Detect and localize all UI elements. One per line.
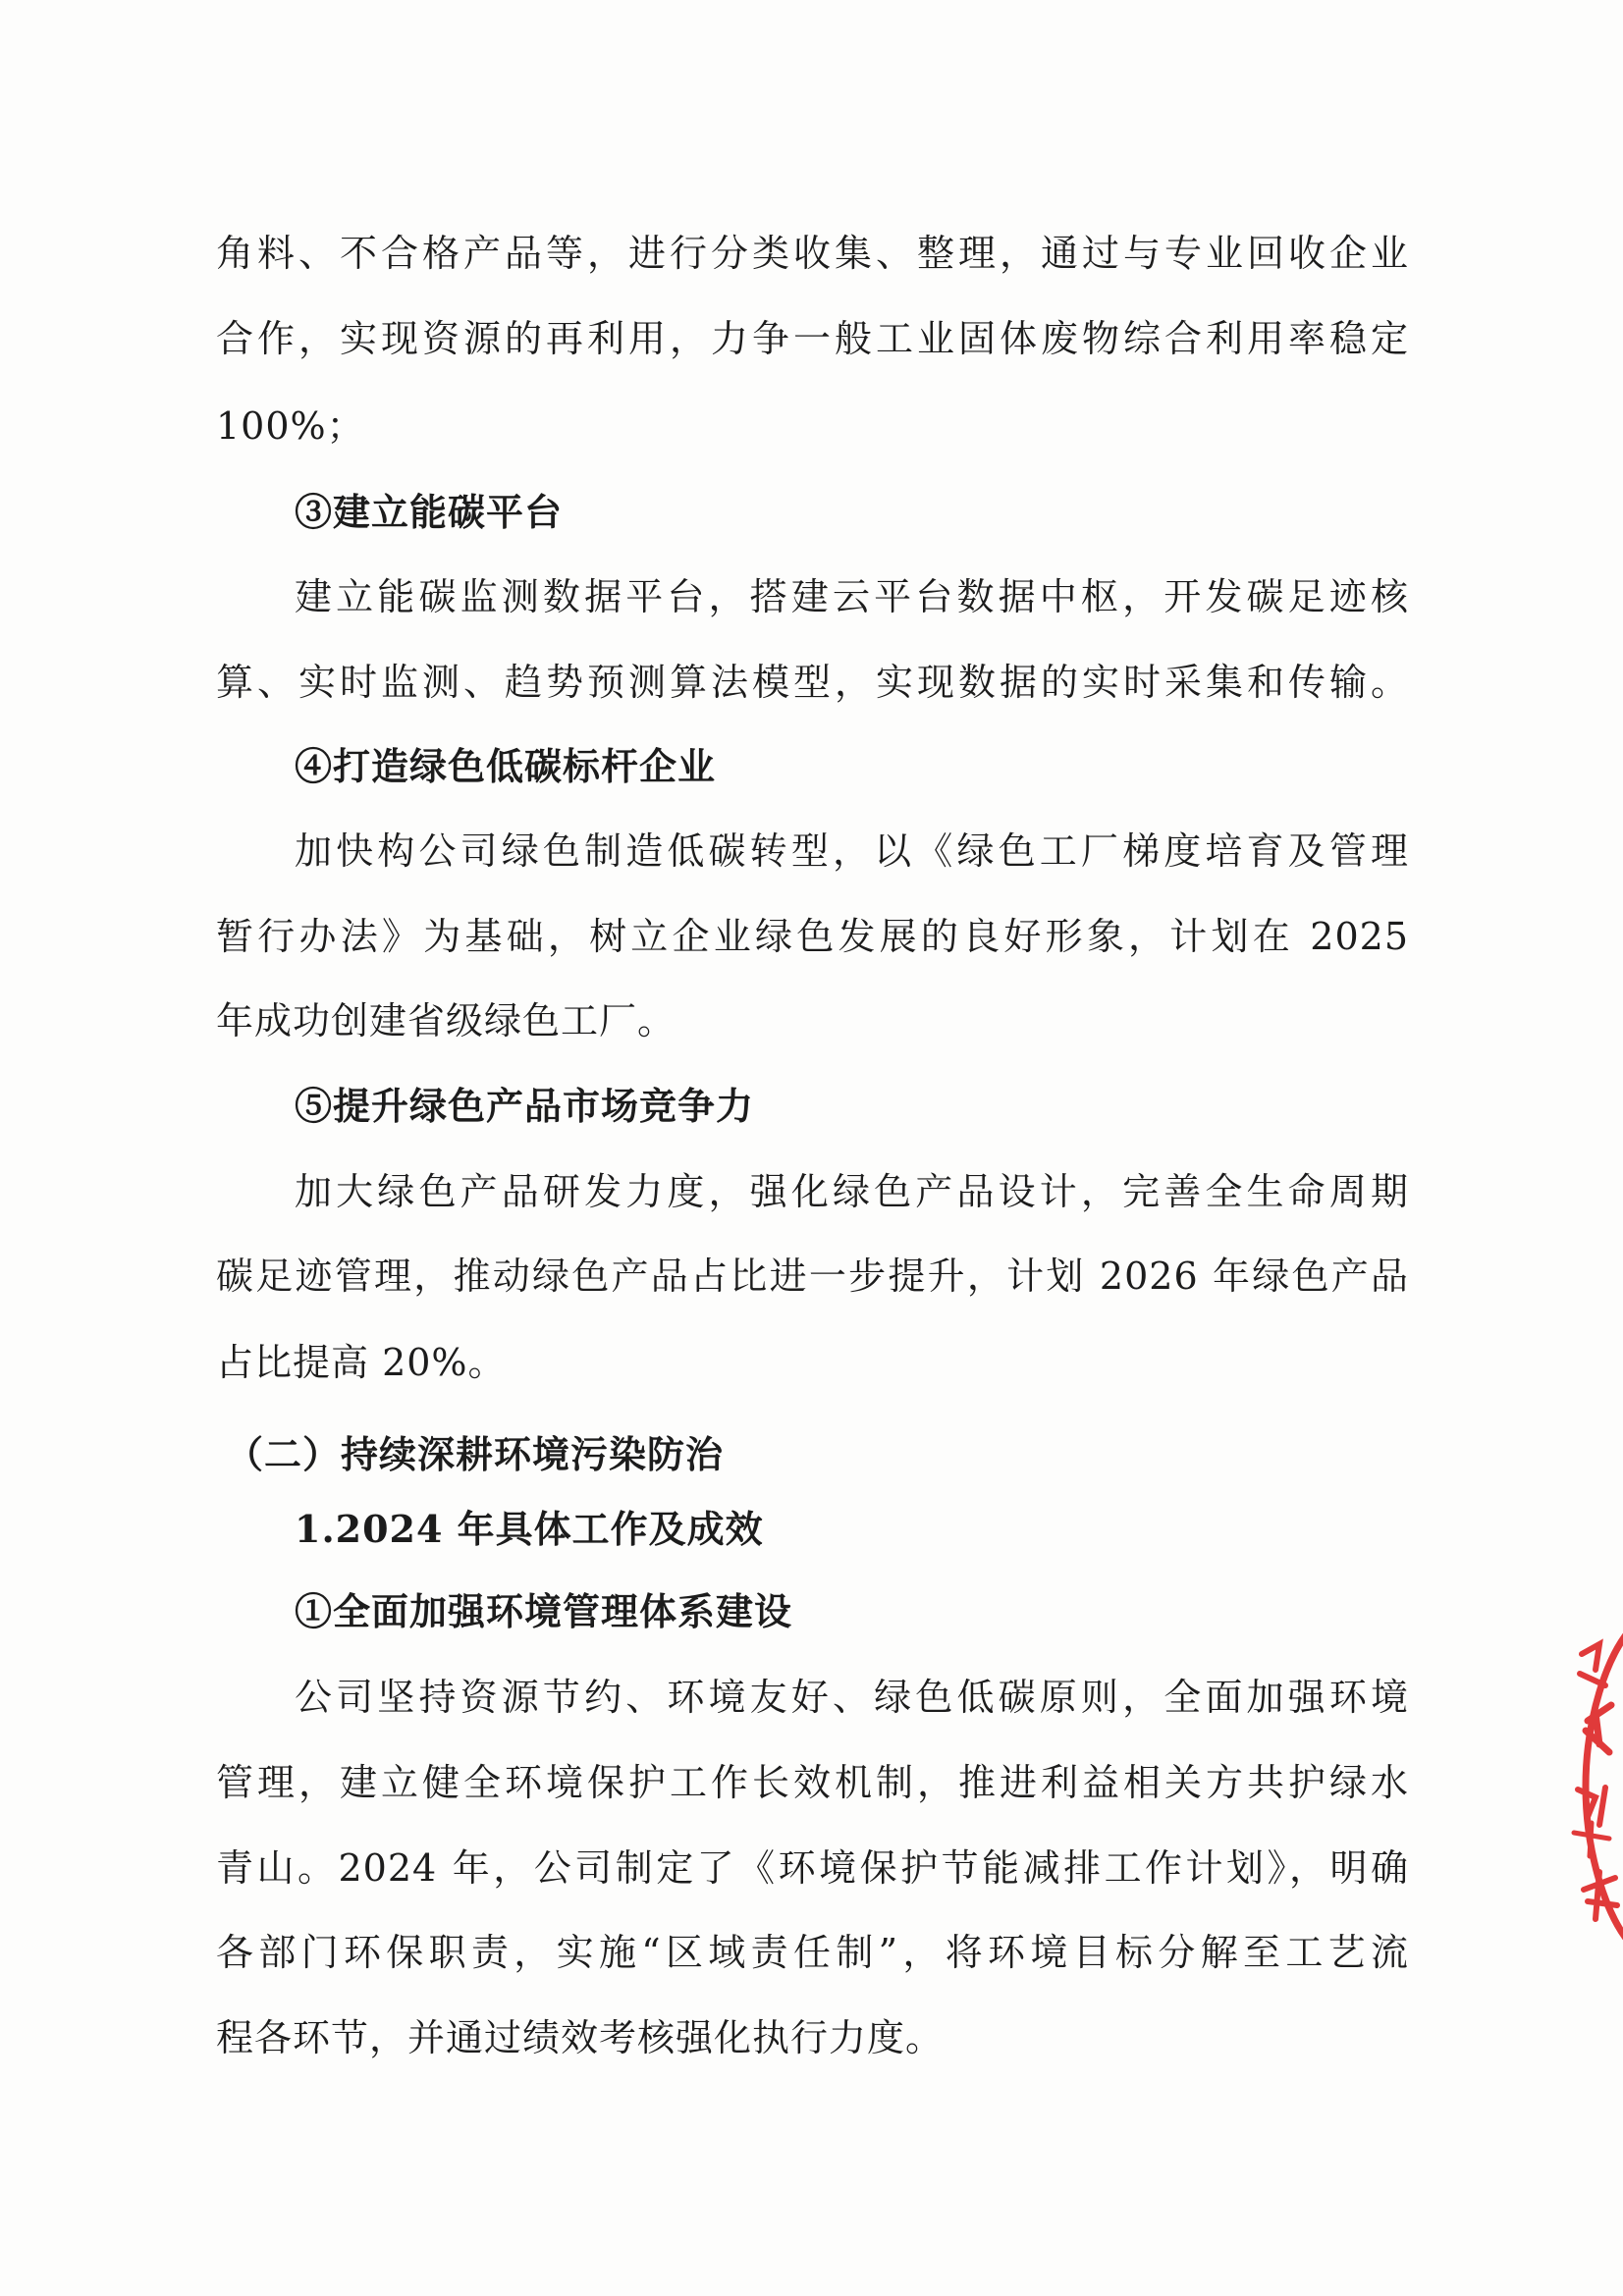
paragraph-line: 年成功创建省级绿色工厂。	[216, 999, 676, 1042]
section-heading: （二）持续深耕环境污染防治	[226, 1432, 725, 1476]
paragraph-line: 100%；	[216, 404, 365, 448]
red-seal-stamp	[1566, 1615, 1623, 1958]
paragraph-line: 角料、不合格产品等，进行分类收集、整理，通过与专业回收企业	[216, 232, 1409, 275]
paragraph-line: 各部门环保职责，实施“区域责任制”，将环境目标分解至工艺流	[216, 1931, 1409, 1974]
paragraph-line: 建立能碳监测数据平台，搭建云平台数据中枢，开发碳足迹核	[295, 575, 1409, 618]
paragraph-line: 加大绿色产品研发力度，强化绿色产品设计，完善全生命周期	[295, 1170, 1409, 1213]
paragraph-line: 管理，建立健全环境保护工作长效机制，推进利益相关方共护绿水	[216, 1761, 1409, 1804]
subheading-environment-management: ①全面加强环境管理体系建设	[295, 1589, 793, 1633]
paragraph-line: 合作，实现资源的再利用，力争一般工业固体废物综合利用率稳定	[216, 317, 1409, 360]
subheading-green-benchmark: ④打造绿色低碳标杆企业	[295, 744, 717, 788]
paragraph-line: 青山。2024 年，公司制定了《环境保护节能减排工作计划》，明确	[216, 1846, 1409, 1890]
paragraph-line: 算、实时监测、趋势预测算法模型，实现数据的实时采集和传输。	[216, 661, 1409, 704]
paragraph-line: 占比提高 20%。	[216, 1341, 507, 1384]
paragraph-line: 碳足迹管理，推动绿色产品占比进一步提升，计划 2026 年绿色产品	[216, 1255, 1409, 1298]
subsection-heading: 1.2024 年具体工作及成效	[295, 1507, 764, 1551]
paragraph-line: 公司坚持资源节约、环境友好、绿色低碳原则，全面加强环境	[295, 1676, 1409, 1719]
paragraph-line: 程各环节，并通过绩效考核强化执行力度。	[216, 2016, 945, 2059]
subheading-green-product-competitiveness: ⑤提升绿色产品市场竞争力	[295, 1084, 755, 1128]
subheading-energy-carbon-platform: ③建立能碳平台	[295, 490, 564, 534]
paragraph-line: 加快构公司绿色制造低碳转型，以《绿色工厂梯度培育及管理	[295, 829, 1409, 873]
paragraph-line: 暂行办法》为基础，树立企业绿色发展的良好形象，计划在 2025	[216, 915, 1409, 958]
